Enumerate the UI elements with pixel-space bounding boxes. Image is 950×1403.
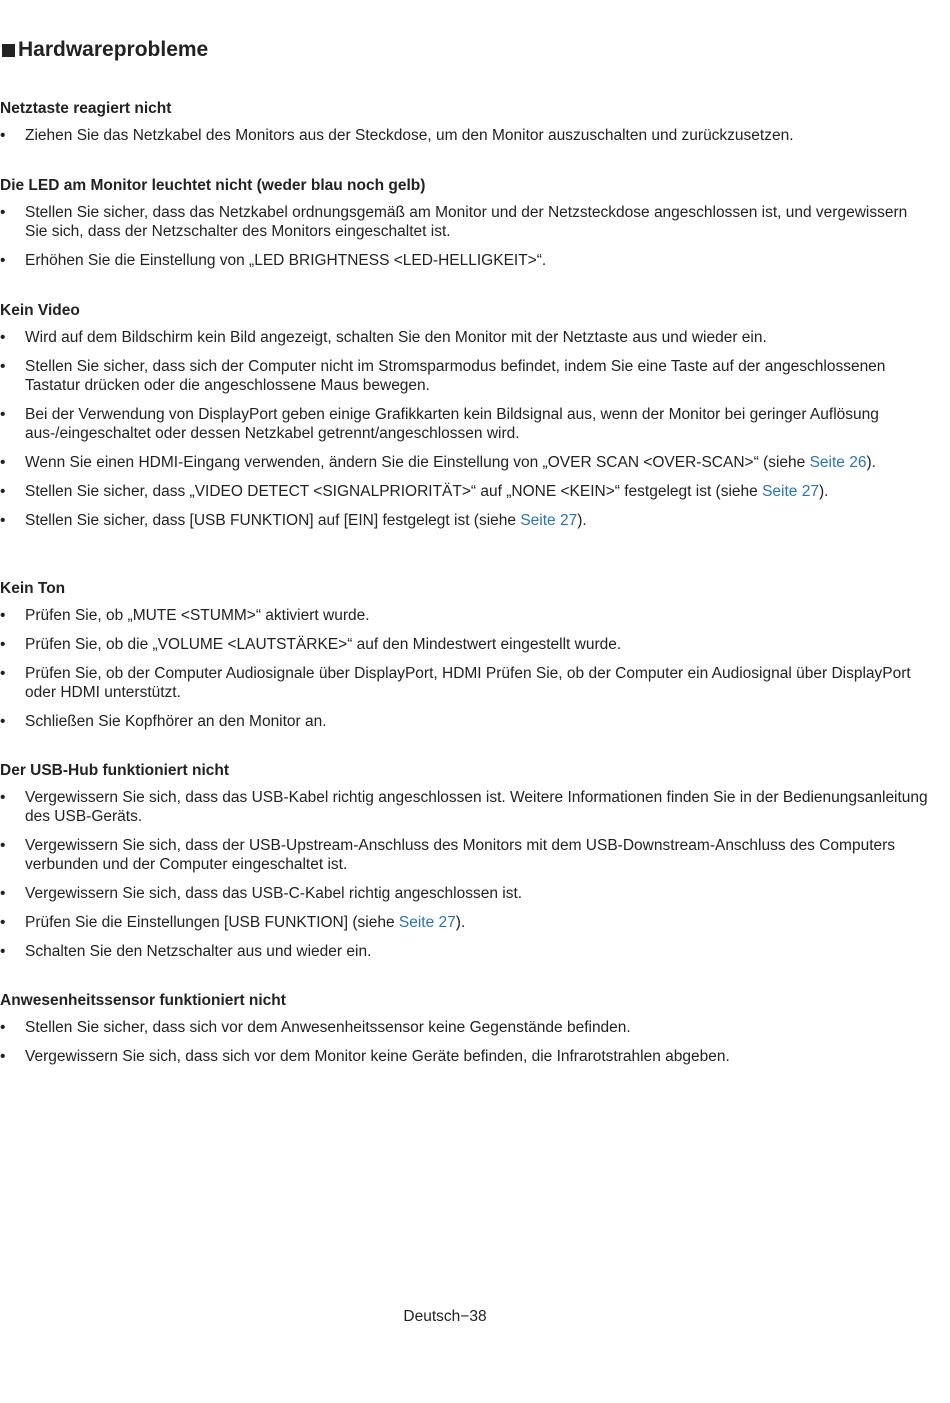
list-item: • Schalten Sie den Netzschalter aus und wieder ein. (0, 942, 930, 961)
section-no-video (0, 301, 930, 540)
list-item: • Stellen Sie sicher, dass „VIDEO DETECT <SIGNALPRIORITÄT>“ auf „NONE <KEIN>“ festgelegt ist (siehe Seite 27). (0, 482, 930, 501)
section-led (0, 176, 930, 280)
section-usb-hub (0, 761, 930, 971)
list-item: • Bei der Verwendung von DisplayPort geben einige Grafikkarten kein Bildsignal aus, wenn der Monitor bei geringer Auflösung aus-/eingeschaltet oder dessen Netzkabel getrennt/angeschlossen wird. (0, 405, 930, 443)
list-item: • Stellen Sie sicher, dass sich vor dem Anwesenheitssensor keine Gegenstände befinden. (0, 1018, 930, 1037)
list-item: • Prüfen Sie, ob der Computer Audiosignale über DisplayPort, HDMI Prüfen Sie, ob der Computer ein Audiosignal über DisplayPort oder HDMI unterstützt. (0, 664, 930, 702)
section-power-button (0, 99, 930, 155)
list-item: • Erhöhen Sie die Einstellung von „LED BRIGHTNESS <LED-HELLIGKEIT>“. (0, 251, 930, 270)
page-footer: Deutsch−38 (403, 1308, 487, 1325)
page-title (0, 38, 208, 62)
list-item: • Vergewissern Sie sich, dass das USB-C-Kabel richtig angeschlossen ist. (0, 884, 930, 903)
page-link[interactable]: Seite 27 (398, 914, 456, 931)
page-link[interactable]: Seite 26 (809, 454, 867, 471)
section-presence-sensor (0, 991, 930, 1076)
list-item: • Prüfen Sie die Einstellungen [USB FUNKTION] (siehe Seite 27). (0, 913, 930, 932)
list-item: • Prüfen Sie, ob „MUTE <STUMM>“ aktiviert wurde. (0, 606, 930, 625)
list-item: • Stellen Sie sicher, dass [USB FUNKTION] auf [EIN] festgelegt ist (siehe Seite 27). (0, 511, 930, 530)
section-no-sound (0, 579, 930, 741)
page-link[interactable]: Seite 27 (520, 512, 578, 529)
list-item: • Vergewissern Sie sich, dass sich vor dem Monitor keine Geräte befinden, die Infrarotstrahlen abgeben. (0, 1047, 930, 1066)
list-item: • Prüfen Sie, ob die „VOLUME <LAUTSTÄRKE>“ auf den Mindestwert eingestellt wurde. (0, 635, 930, 654)
list-item: • Vergewissern Sie sich, dass der USB-Upstream-Anschluss des Monitors mit dem USB-Downstream-Anschluss des Computers verbunden und der Computer eingeschaltet ist. (0, 836, 930, 874)
section-heading: Die LED am Monitor leuchtet nicht (weder blau noch gelb) (0, 177, 426, 194)
section-heading: Kein Video (0, 302, 80, 319)
page-link[interactable]: Seite 27 (762, 483, 819, 500)
square-bullet-icon (2, 44, 15, 57)
section-heading: Anwesenheitssensor funktioniert nicht (0, 992, 286, 1009)
list-item: • Ziehen Sie das Netzkabel des Monitors aus der Steckdose, um den Monitor auszuschalten und zurückzusetzen. (0, 126, 930, 145)
section-heading: Netztaste reagiert nicht (0, 100, 172, 117)
list-item: • Wenn Sie einen HDMI-Eingang verwenden, ändern Sie die Einstellung von „OVER SCAN <OVER-SCAN>“ (siehe Seite 26). (0, 453, 930, 472)
page-title-text: Hardwareprobleme (18, 38, 209, 61)
section-heading: Kein Ton (0, 580, 66, 597)
list-item: • Wird auf dem Bildschirm kein Bild angezeigt, schalten Sie den Monitor mit der Netztaste aus und wieder ein. (0, 328, 930, 347)
list-item: • Schließen Sie Kopfhörer an den Monitor an. (0, 712, 930, 731)
section-heading: Der USB-Hub funktioniert nicht (0, 762, 230, 779)
list-item: • Stellen Sie sicher, dass sich der Computer nicht im Stromsparmodus befindet, indem Sie eine Taste auf der angeschlossenen Tastatur drücken oder die angeschlossene Maus bewegen. (0, 357, 930, 395)
list-item: • Stellen Sie sicher, dass das Netzkabel ordnungsgemäß am Monitor und der Netzsteckdose angeschlossen ist, und vergewissern Sie sich, dass der Netzschalter des Monitors eingeschaltet ist. (0, 203, 930, 241)
list-item: • Vergewissern Sie sich, dass das USB-Kabel richtig angeschlossen ist. Weitere Informationen finden Sie in der Bedienungsanleitung des USB-Geräts. (0, 788, 930, 826)
